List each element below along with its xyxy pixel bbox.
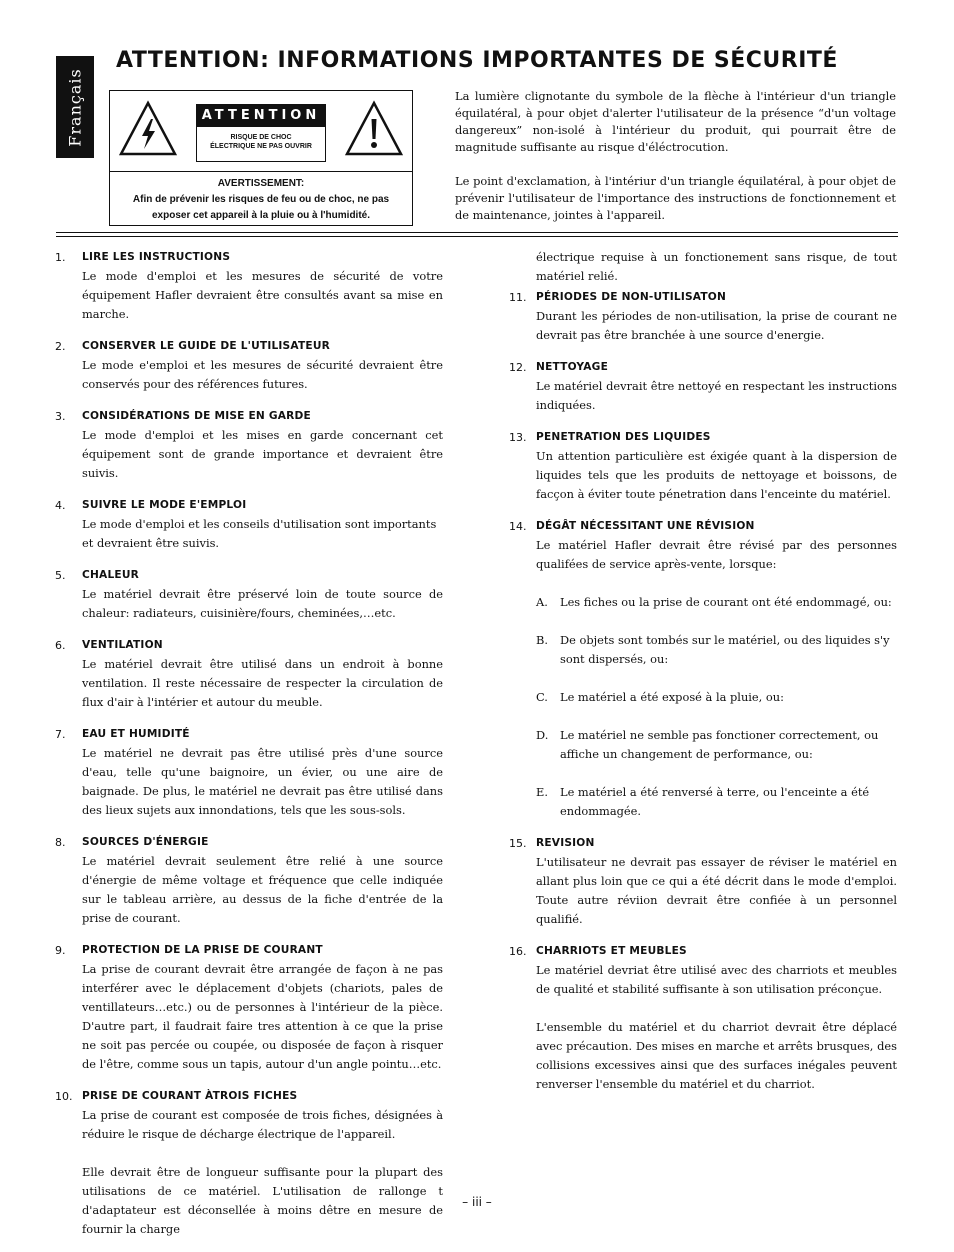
item-heading: DÉGÂT NÉCESSITANT UNE RÉVISION [536, 520, 755, 532]
avertissement-line-2: exposer cet appareil à la pluie ou à l'humidité. [152, 210, 370, 221]
sub-item [536, 726, 897, 764]
item-body: Le matériel devrait être préservé loin de toute source de chaleur: radiateurs, cuisinière/fours, cheminées,…etc. [82, 587, 443, 620]
header-rule-top [56, 232, 898, 233]
list-item [509, 942, 897, 1094]
item-number: 7. [55, 728, 66, 741]
item-body: Le mode e'emploi et les mesures de sécurité devraient être conservés pour des références futures. [82, 358, 443, 391]
item-heading: PROTECTION DE LA PRISE DE COURANT [82, 944, 323, 956]
warning-divider [110, 171, 412, 172]
sub-item-text: Le matériel a été exposé à la pluie, ou: [560, 690, 784, 704]
avertissement-block [110, 176, 412, 224]
avertissement-title: AVERTISSEMENT: [217, 178, 305, 189]
item-body: Le mode d'emploi et les conseils d'utilisation sont importants et devraient être suivis. [82, 517, 437, 550]
language-tab [56, 56, 94, 158]
list-item [55, 941, 443, 1074]
sub-item-text: Les fiches ou la prise de courant ont été endommagé, ou: [560, 595, 892, 609]
item-number: 9. [55, 944, 66, 957]
item-body: Le matériel devrait être utilisé dans un endroit à bonne ventilation. Il reste nécessaire de respecter la circulation de flux d'air à l'intérier et autour du meuble. [82, 657, 443, 709]
item-number: 5. [55, 569, 66, 582]
item-number: 14. [509, 520, 527, 533]
item-heading: EAU ET HUMIDITÉ [82, 728, 190, 740]
sub-item-letter: B. [536, 633, 548, 647]
sub-item [536, 593, 897, 612]
item-body: Le matériel devriat être utilisé avec des charriots et meubles de qualité et stabilité suffisante à son utilisation préconçue. [536, 963, 897, 996]
item-body: Le matériel ne devrait pas être utilisé près d'une source d'eau, telle qu'une baignoire, un évier, ou une aire de baignade. De plus, le matériel ne devrait pas être utilisé dans des lieux sujets aux innondations, tels que les sous-sols. [82, 746, 443, 817]
right-column [509, 248, 897, 1107]
item-body-continued: L'ensemble du matériel et du charriot devrait être déplacé avec précaution. Des mises en marche et arrêts brusques, des collisions excessives ainsi que des surfaces inégales peuvent renverser l'ensemble du matériel et du charriot. [536, 1020, 897, 1091]
warning-box [109, 90, 413, 226]
item-number: 11. [509, 291, 527, 304]
intro-paragraph-exclamation: Le point d'exclamation, à l'intériur d'un triangle équilatéral, à pour objet de prévenir l'utilisateur de l'importance des instructions de fonctionnement et de maintenance, jointes à l'appareil. [455, 174, 896, 222]
language-tab-label: Français [65, 67, 85, 147]
item-heading: PRISE DE COURANT ÀTROIS FICHES [82, 1090, 298, 1102]
list-item [55, 725, 443, 820]
list-item [509, 288, 897, 345]
sub-item-letter: D. [536, 728, 549, 742]
item-number: 12. [509, 361, 527, 374]
item-number: 8. [55, 836, 66, 849]
item-body: Le matériel devrait seulement être relié à une source d'énergie de même voltage et fréquence que celle indiquée sur le tableau arrière, au dessus de la fiche d'entrée de la prise de courant. [82, 854, 443, 925]
item-body: Un attention particulière est éxigée quant à la dispersion de liquides tels que les produits de nettoyage et boissons, de facçon à éviter toute pénetration dans l'enceinte du matériel. [536, 449, 897, 501]
sub-item-letter: A. [536, 595, 548, 609]
item-number: 15. [509, 837, 527, 850]
list-item [55, 566, 443, 623]
list-item [55, 407, 443, 483]
item-heading: SUIVRE LE MODE E'EMPLOI [82, 499, 247, 511]
item-body: Le matériel Hafler devrait être révisé par des personnes qualifées de service après-vente, lorsque: [536, 538, 897, 571]
item-body: La prise de courant est composée de trois fiches, désignées à réduire le risque de décharge électrique de l'appareil. [82, 1108, 443, 1141]
item-number: 16. [509, 945, 527, 958]
header-rule-bottom [56, 236, 898, 237]
list-item [509, 834, 897, 929]
item-heading: PÉRIODES DE NON-UTILISATON [536, 291, 727, 303]
shock-warning-text [197, 127, 325, 151]
item-number: 13. [509, 431, 527, 444]
item-body: Le matériel devrait être nettoyé en respectant les instructions indiquées. [536, 379, 897, 412]
item-heading: LIRE LES INSTRUCTIONS [82, 251, 231, 263]
item-heading: REVISION [536, 837, 595, 849]
sub-item-letter: E. [536, 785, 548, 799]
sub-item-letter: C. [536, 690, 548, 704]
item-heading: CHARRIOTS ET MEUBLES [536, 945, 687, 957]
page-number: – iii – [462, 1195, 492, 1209]
sub-item-text: De objets sont tombés sur le matériel, ou des liquides s'y sont dispersés, ou: [560, 633, 890, 666]
item-body: électrique requise à un fonctionement sans risque, de tout matériel relié. [536, 250, 897, 283]
list-item [55, 1087, 443, 1239]
item-body: Le mode d'emploi et les mesures de sécurité de votre équipement Hafler devraient être consultés avant sa mise en marche. [82, 269, 443, 321]
item-heading: CHALEUR [82, 569, 139, 581]
sub-item [536, 783, 897, 821]
sub-item [536, 631, 897, 669]
item-heading: VENTILATION [82, 639, 163, 651]
list-item [55, 636, 443, 712]
item-number: 10. [55, 1090, 73, 1103]
item-body: Le mode d'emploi et les mises en garde concernant cet équipement sont de grande importance et devraient être suivis. [82, 428, 443, 480]
item-body: Durant les périodes de non-utilisation, la prise de courant ne devrait pas être branchée à une source d'energie. [536, 309, 897, 342]
sub-item-text: Le matériel a été renversé à terre, ou l'enceinte a été endommagée. [560, 785, 870, 818]
item-number: 2. [55, 340, 66, 353]
item-number: 3. [55, 410, 66, 423]
list-item [55, 496, 443, 553]
item-body: La prise de courant devrait être arrangée de façon à ne pas interférer avec le déplacement d'objets (chariots, pales de ventillateurs…etc.) ou de personnes à l'intérieur de la pièce. D'autre part, il faudrait faire tres attention à ce que la prise ne soit pas percée ou coupée, ou disposée de façon à risquer de l'être, comme sous un tapis, autour d'un angle pointu…etc. [82, 962, 443, 1071]
shock-line-2: ÉLECTRIQUE NE PAS OUVRIR [210, 143, 312, 150]
list-item [509, 428, 897, 504]
item-heading: CONSERVER LE GUIDE DE L'UTILISATEUR [82, 340, 330, 352]
shock-line-1: RISQUE DE CHOC [230, 134, 292, 141]
list-item [509, 358, 897, 415]
lightning-warning-icon [118, 99, 178, 159]
left-column [55, 248, 443, 1252]
item-number: 4. [55, 499, 66, 512]
list-item [55, 248, 443, 324]
list-item [55, 337, 443, 394]
sub-item-text: Le matériel ne semble pas fonctioner correctement, ou affiche un changement de performance, ou: [560, 728, 879, 761]
item-body-continued: Elle devrait être de longueur suffisante pour la plupart des utilisations de ce matériel. L'utilisation de rallonge t d'adaptateur est déconsellée à moins dêtre en mesure de fournir la charge [82, 1165, 443, 1236]
item-number: 1. [55, 251, 66, 264]
exclamation-warning-icon [344, 99, 404, 159]
intro-paragraph-lightning: La lumière clignotante du symbole de la flèche à l'intérieur d'un triangle équilatéral, à pour objet d'alerter l'utilisateur de la présence “d'un voltage dangereux” non-isolé à l'intérieur du produit, qui pourrait être de magnitude suffisante au risque d'éléctrocution. [455, 89, 896, 154]
sub-item [536, 688, 897, 707]
attention-label: ATTENTION [197, 105, 325, 127]
item-body: L'utilisateur ne devrait pas essayer de réviser le matériel en allant plus loin que ce qui a été décrit dans le mode d'emploi. Toute autre réviion devrait être confiée à un personnel qualifié. [536, 855, 897, 926]
list-item [55, 833, 443, 928]
item-heading: CONSIDÉRATIONS DE MISE EN GARDE [82, 410, 311, 422]
item-heading: PENETRATION DES LIQUIDES [536, 431, 711, 443]
avertissement-line-1: Afin de prévenir les risques de feu ou de choc, ne pas [132, 194, 390, 205]
attention-panel [196, 104, 326, 162]
list-item [509, 517, 897, 821]
page-title: ATTENTION: INFORMATIONS IMPORTANTES DE SÉCURITÉ [116, 48, 838, 73]
item-10-continuation [509, 248, 897, 286]
item-number: 6. [55, 639, 66, 652]
item-heading: SOURCES D'ÉNERGIE [82, 836, 209, 848]
item-heading: NETTOYAGE [536, 361, 609, 373]
